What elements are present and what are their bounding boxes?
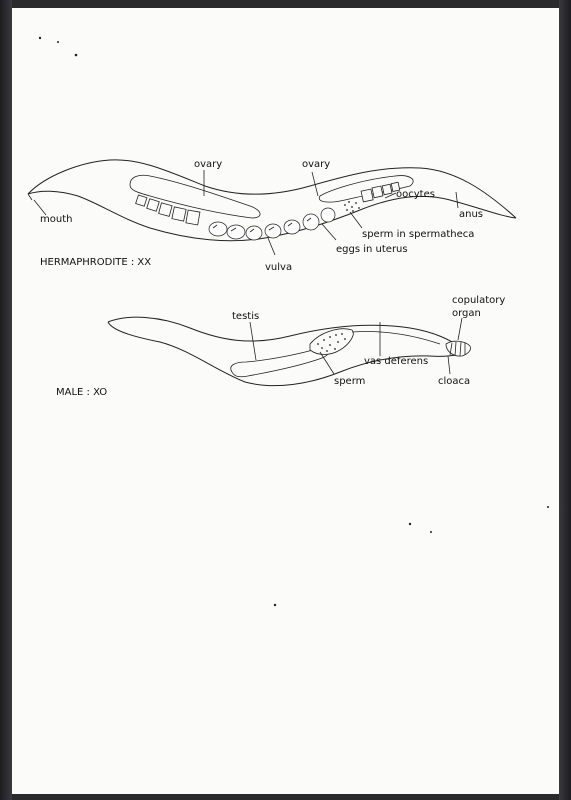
male-vas-deferens: [352, 332, 440, 345]
label-sperm: sperm: [334, 376, 366, 387]
label-vulva: vulva: [265, 262, 293, 273]
label-cloaca: cloaca: [438, 376, 471, 387]
label-copulatory-line2: organ: [452, 308, 481, 319]
label-oocytes: oocytes: [396, 189, 435, 200]
label-testis: testis: [232, 311, 260, 322]
hermaphrodite-title: HERMAPHRODITE : XX: [40, 257, 152, 268]
label-vas-deferens: vas deferens: [364, 356, 429, 367]
male-worm: [108, 317, 471, 385]
hermaphrodite-spermatheca: [344, 201, 360, 212]
label-anus: anus: [459, 209, 484, 220]
label-sperm-in-spermatheca: sperm in spermatheca: [362, 229, 475, 240]
male-body-outline: [108, 317, 462, 385]
male-copulatory-organ: [446, 341, 471, 356]
label-copulatory-line1: copulatory: [452, 295, 506, 306]
label-ovary-right: ovary: [302, 159, 331, 170]
label-ovary-left: ovary: [194, 159, 223, 170]
label-eggs-in-uterus: eggs in uterus: [336, 244, 408, 255]
scan-specks: [39, 37, 549, 606]
hermaphrodite-mouth-tip: [28, 194, 32, 200]
male-title: MALE : XO: [56, 387, 108, 398]
label-mouth: mouth: [40, 214, 73, 225]
male-sperm-region: [310, 329, 353, 355]
